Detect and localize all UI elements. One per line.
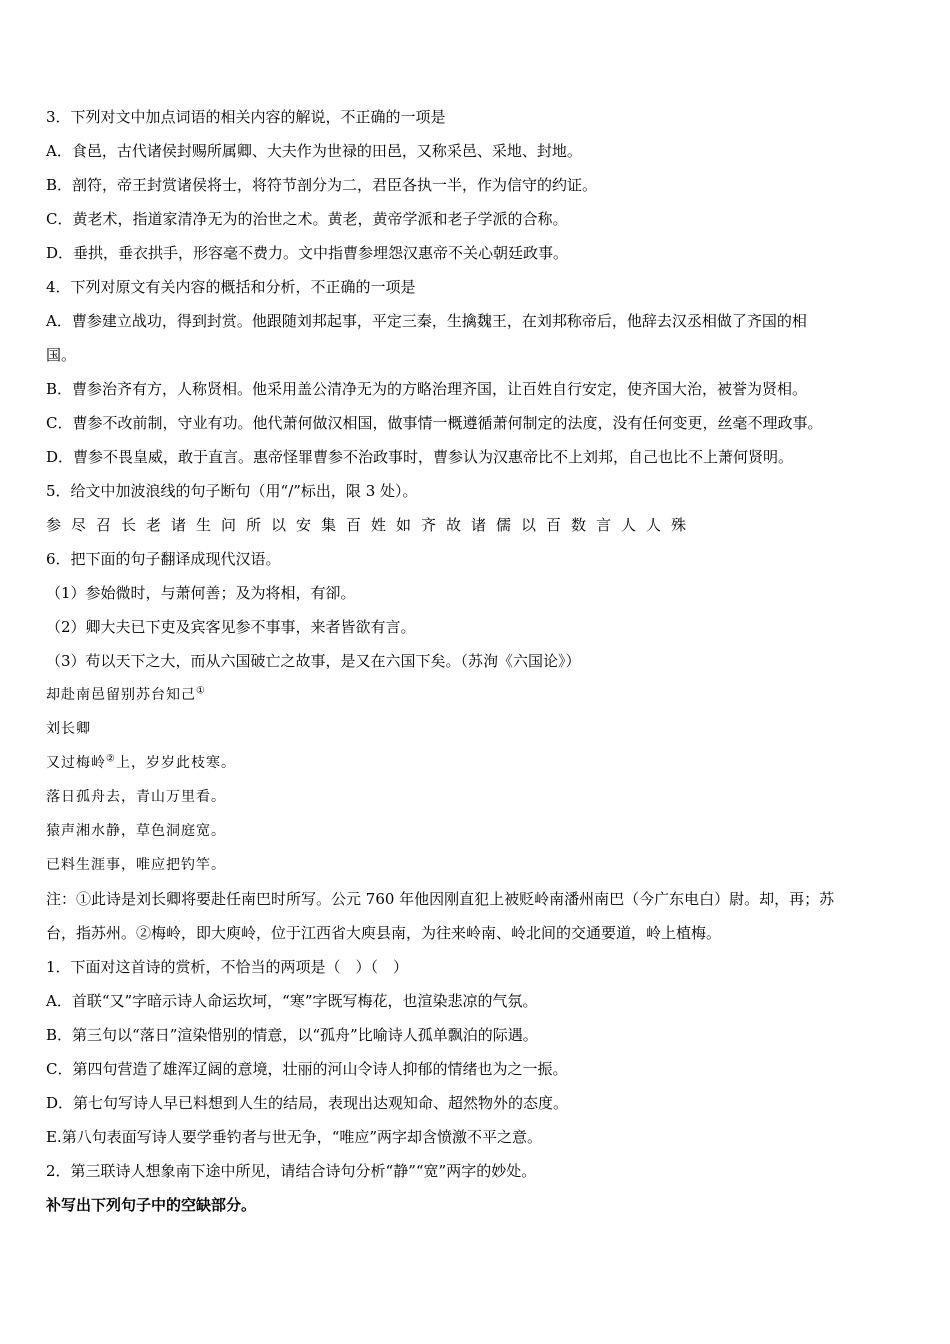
q3-option-a: A．食邑，古代诸侯封赐所属卿、大夫作为世禄的田邑，又称采邑、采地、封地。 bbox=[46, 142, 582, 160]
q3-option-b: B．剖符，帝王封赏诸侯将士，将符节剖分为二，君臣各执一半，作为信守的约证。 bbox=[46, 176, 598, 194]
q5-char: 召 bbox=[96, 516, 112, 534]
q5-char: 人 bbox=[646, 516, 662, 534]
q3-stem: 3．下列对文中加点词语的相关内容的解说，不正确的一项是 bbox=[46, 108, 446, 126]
q6-stem: 6．把下面的句子翻译成现代汉语。 bbox=[46, 550, 281, 568]
q5-char: 诸 bbox=[171, 516, 187, 534]
q6-sentence-1: （1）参始微时，与萧何善；及为将相，有卻。 bbox=[46, 584, 356, 602]
q4-option-c: C．曹参不改前制，守业有功。他代萧何做汉相国，做事情一概遵循萧何制定的法度，没有任何变更，丝毫不理政事。 bbox=[46, 414, 823, 432]
p1-stem: 1．下面对这首诗的赏析，不恰当的两项是（ ）（ ） bbox=[46, 958, 409, 976]
poem-line-3: 猿声湘水静，草色洞庭宽。 bbox=[46, 823, 226, 839]
q5-sentence bbox=[46, 508, 908, 542]
poem-note-line2: 台，指苏州。②梅岭，即大庾岭，位于江西省大庾县南，为往来岭南、岭北间的交通要道，岭上植梅。 bbox=[46, 924, 722, 942]
section-title: 补写出下列句子中的空缺部分。 bbox=[46, 1196, 257, 1214]
q5-char: 百 bbox=[346, 516, 362, 534]
p1-option-a: A．首联“又”字暗示诗人命运坎坷，“寒”字既写梅花，也渲染悲凉的气氛。 bbox=[46, 992, 538, 1010]
q5-char: 以 bbox=[521, 516, 537, 534]
q5-char: 殊 bbox=[671, 516, 687, 534]
poem-line-4: 已料生涯事，唯应把钓竿。 bbox=[46, 857, 226, 873]
q3-option-c: C．黄老术，指道家清净无为的治世之术。黄老，黄帝学派和老子学派的合称。 bbox=[46, 210, 568, 228]
poem-title bbox=[46, 678, 908, 712]
p1-option-c: C．第四句营造了雄浑辽阔的意境，壮丽的河山令诗人抑郁的情绪也为之一振。 bbox=[46, 1060, 568, 1078]
poem-title-note-mark: ① bbox=[196, 685, 206, 697]
q5-char: 生 bbox=[196, 516, 212, 534]
q5-char: 故 bbox=[446, 516, 462, 534]
q5-stem: 5．给文中加波浪线的句子断句（用“/”标出，限 3 处）。 bbox=[46, 482, 418, 500]
p1-option-e: E.第八句表面写诗人要学垂钓者与世无争，“唯应”两字却含愤激不平之意。 bbox=[46, 1128, 543, 1146]
q5-char: 姓 bbox=[371, 516, 387, 534]
q5-char: 参 bbox=[46, 516, 62, 534]
q4-option-a-line1: A．曹参建立战功，得到封赏。他跟随刘邦起事，平定三秦，生擒魏王，在刘邦称帝后，他辞去汉丞相做了齐国的相 bbox=[46, 312, 807, 330]
q5-char: 儒 bbox=[496, 516, 512, 534]
q5-char: 言 bbox=[596, 516, 612, 534]
q5-char: 尽 bbox=[71, 516, 87, 534]
document-page bbox=[46, 100, 908, 1222]
poem-note-line1: 注：①此诗是刘长卿将要赴任南巴时所写。公元 760 年他因刚直犯上被贬岭南潘州南巴（今广东电白）尉。却，再；苏 bbox=[46, 890, 835, 908]
poem-author: 刘长卿 bbox=[46, 721, 91, 737]
q5-char: 长 bbox=[121, 516, 137, 534]
p2-stem: 2．第三联诗人想象南下途中所见，请结合诗句分析“静”“宽”两字的妙处。 bbox=[46, 1162, 537, 1180]
q5-char: 问 bbox=[221, 516, 237, 534]
q5-char: 诸 bbox=[471, 516, 487, 534]
poem-line-1 bbox=[46, 746, 908, 780]
poem-line-1b: 上，岁岁此枝寒。 bbox=[115, 755, 236, 771]
q4-option-b: B．曹参治齐有方，人称贤相。他采用盖公清净无为的方略治理齐国，让百姓自行安定，使齐国大治，被誉为贤相。 bbox=[46, 380, 808, 398]
q5-char: 齐 bbox=[421, 516, 437, 534]
q4-option-a-line2: 国。 bbox=[46, 346, 77, 364]
q6-sentence-3: （3）苟以天下之大，而从六国破亡之故事，是又在六国下矣。（苏洵《六国论》） bbox=[46, 652, 581, 670]
p1-option-b: B．第三句以“落日”渲染惜别的情意，以“孤舟”比喻诗人孤单飘泊的际遇。 bbox=[46, 1026, 538, 1044]
q5-char: 如 bbox=[396, 516, 412, 534]
q5-char: 集 bbox=[321, 516, 337, 534]
q6-sentence-2: （2）卿大夫已下吏及宾客见参不事事，来者皆欲有言。 bbox=[46, 618, 416, 636]
q5-char: 所 bbox=[246, 516, 262, 534]
q4-stem: 4．下列对原文有关内容的概括和分析，不正确的一项是 bbox=[46, 278, 416, 296]
q3-option-d: D．垂拱，垂衣拱手，形容毫不费力。文中指曹参埋怨汉惠帝不关心朝廷政事。 bbox=[46, 244, 569, 262]
q5-char: 安 bbox=[296, 516, 312, 534]
q5-char: 数 bbox=[571, 516, 587, 534]
poem-title-text: 却赴南邑留别苏台知己 bbox=[46, 687, 196, 703]
q5-char: 人 bbox=[621, 516, 637, 534]
q5-char: 百 bbox=[546, 516, 562, 534]
p1-option-d: D．第七句写诗人早已料想到人生的结局，表现出达观知命、超然物外的态度。 bbox=[46, 1094, 569, 1112]
q4-option-d: D．曹参不畏皇威，敢于直言。惠帝怪罪曹参不治政事时，曹参认为汉惠帝比不上刘邦，自己也比不上萧何贤明。 bbox=[46, 448, 794, 466]
poem-line-2: 落日孤舟去，青山万里看。 bbox=[46, 789, 226, 805]
q5-char: 以 bbox=[271, 516, 287, 534]
q5-char: 老 bbox=[146, 516, 162, 534]
poem-line-1a: 又过梅岭 bbox=[46, 755, 106, 771]
poem-line-1-note-mark: ② bbox=[106, 753, 116, 765]
